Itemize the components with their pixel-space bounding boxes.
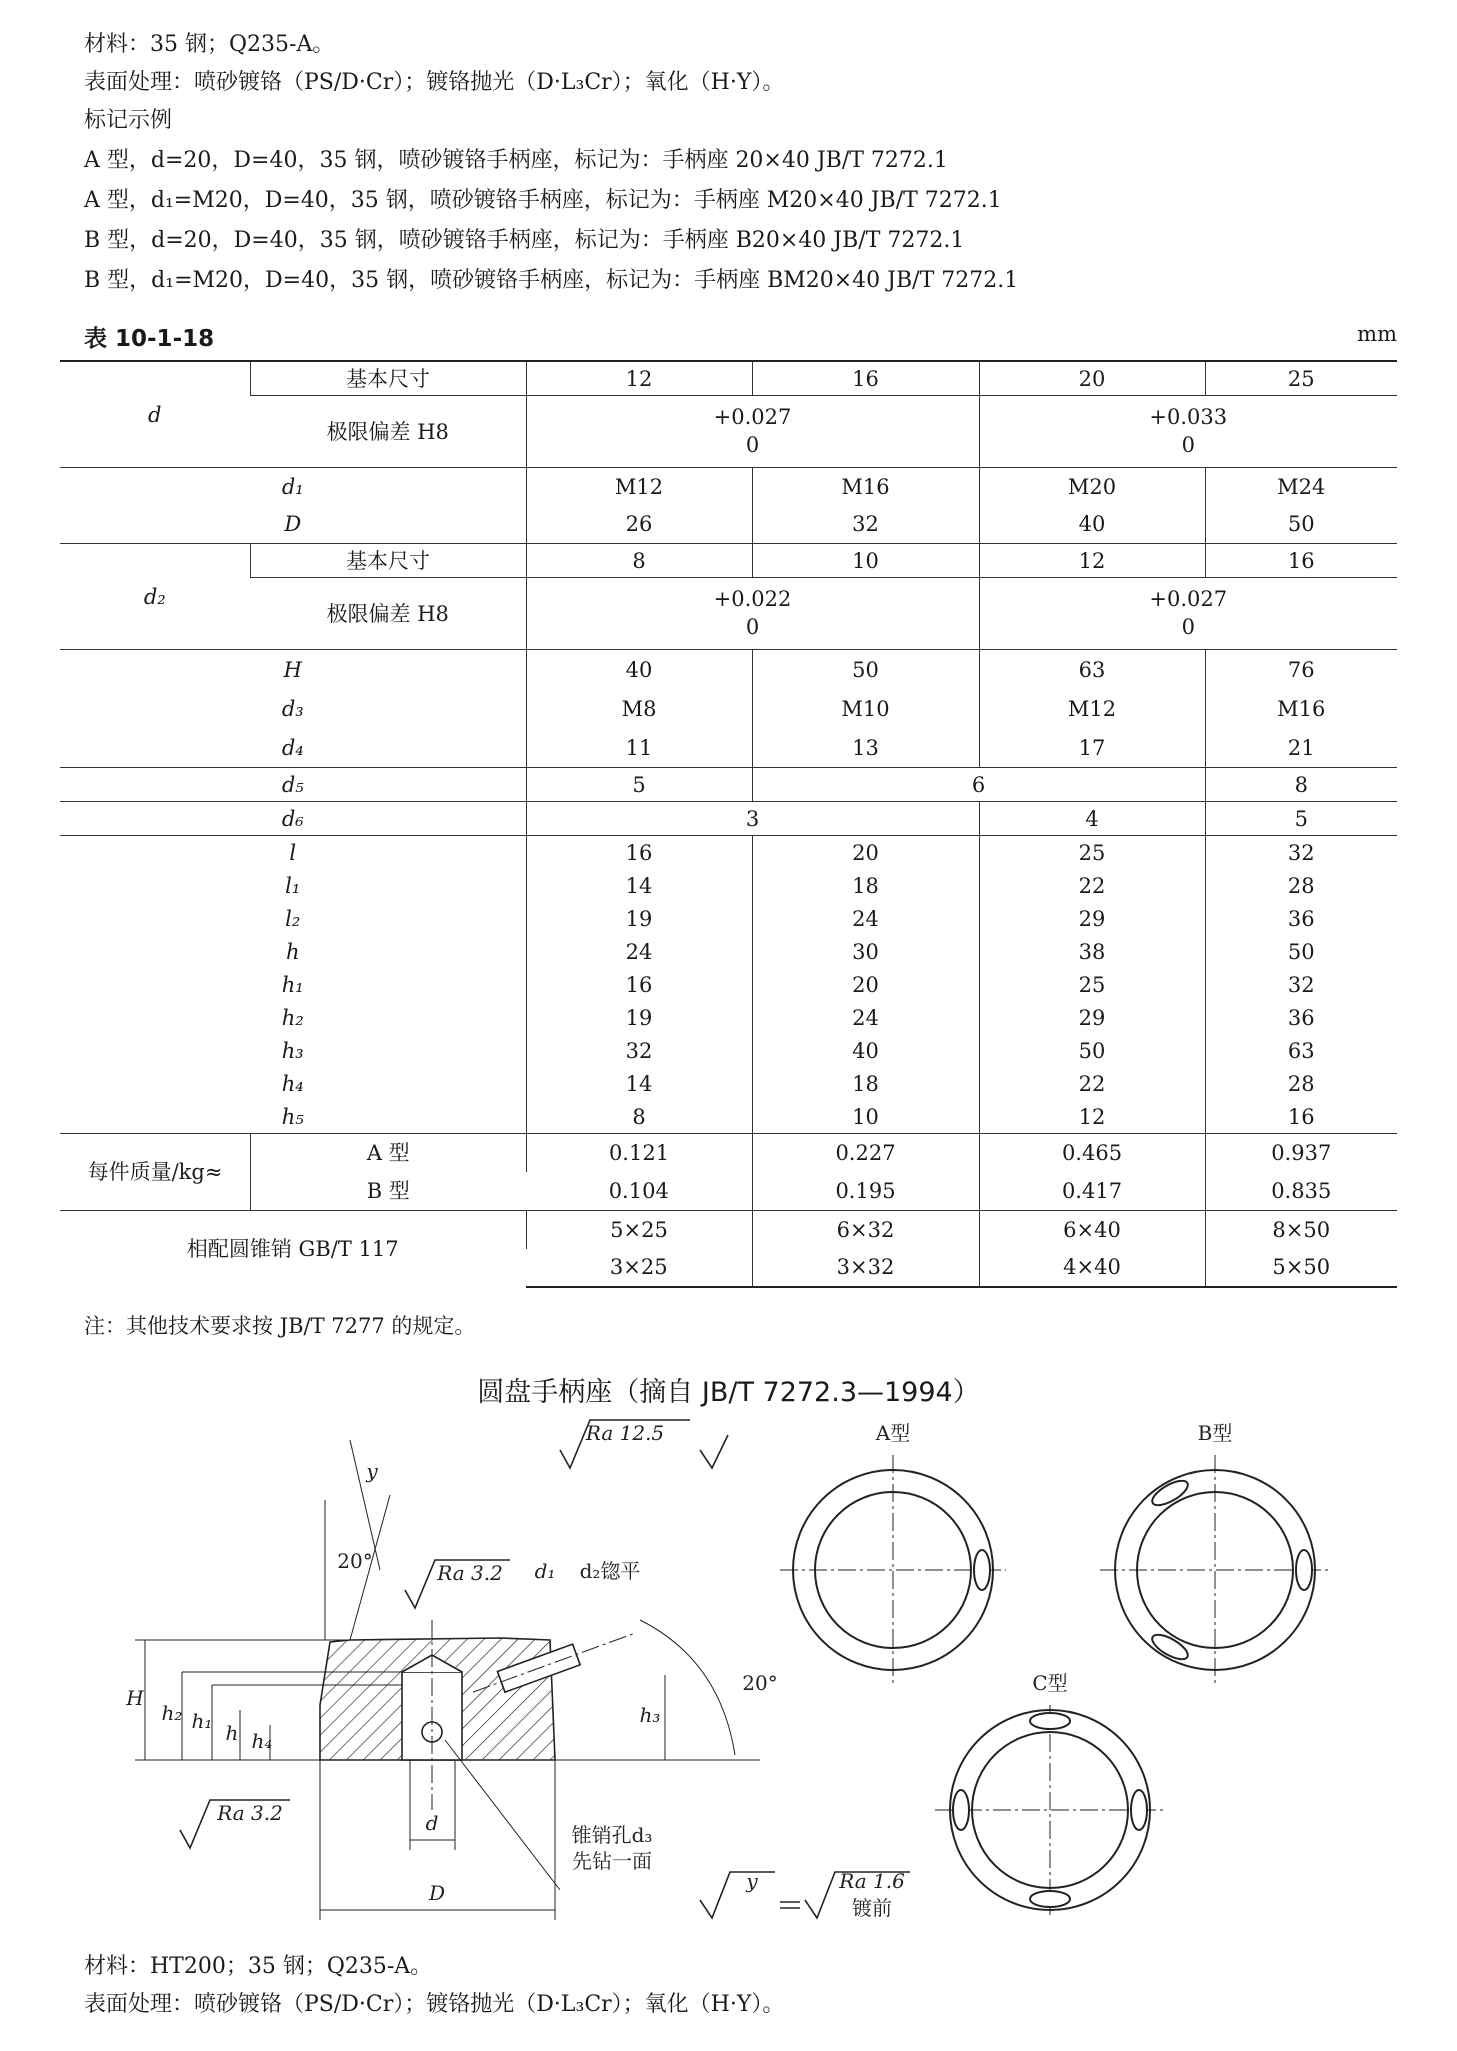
handle-seat-drawing	[0, 1410, 1457, 1930]
row-label: l	[60, 836, 526, 870]
ra-plate-label: Ra 1.6	[839, 1869, 905, 1893]
mass-types	[250, 1134, 526, 1210]
type-c-title: C型	[1032, 1671, 1068, 1695]
type-b-title: B型	[1197, 1421, 1233, 1445]
table-cell: 25	[979, 836, 1205, 870]
table-cell: M10	[752, 690, 979, 729]
table-cell: 16	[1205, 1100, 1397, 1134]
lower-dev: 0	[745, 433, 760, 457]
ra-top-label: Ra 12.5	[585, 1421, 665, 1445]
table-cell: 63	[979, 650, 1205, 690]
table-row	[60, 544, 1397, 578]
table-cell: 40	[752, 1034, 979, 1067]
table-row	[60, 836, 1397, 870]
row-label: H	[60, 650, 526, 690]
table-cell: 40	[979, 506, 1205, 544]
row-sublabel: 极限偏差 H8	[250, 578, 526, 650]
row-label: h₄	[281, 1071, 304, 1096]
table-row	[60, 506, 1397, 544]
row-label: l₁	[285, 873, 301, 898]
row-label: d₅	[60, 768, 526, 802]
table-cell: 32	[526, 1034, 752, 1067]
mass-label-text: 每件质量/kg≈	[87, 1160, 223, 1184]
table-row	[60, 802, 1397, 836]
table-row	[60, 578, 1397, 650]
table-cell: 19	[526, 1001, 752, 1034]
table-cell: 24	[752, 1001, 979, 1034]
table-note: 注：其他技术要求按 JB/T 7277 的规定。	[84, 1314, 476, 1338]
upper-dev: +0.022	[713, 587, 792, 611]
marking-example-3: B 型，d=20，D=40，35 钢，喷砂镀铬手柄座，标记为：手柄座 B20×40 JB/T 7272.1	[84, 228, 965, 253]
table-cell	[979, 578, 1397, 650]
table-cell: 50	[1205, 506, 1397, 544]
row-label: l₂	[285, 906, 301, 931]
table-cell: 6×32	[752, 1211, 979, 1249]
d2-flat-label: d₂锪平	[579, 1559, 641, 1583]
table-cell	[526, 578, 979, 650]
table-cell: 5×50	[1205, 1249, 1397, 1287]
table-cell: 18	[752, 1067, 979, 1100]
dimension-table	[60, 360, 1397, 1288]
table-cell: 25	[979, 968, 1205, 1001]
table-cell: 25	[1205, 361, 1397, 396]
d1-label: d₁	[534, 1559, 556, 1583]
table-cell: M12	[979, 690, 1205, 729]
table-cell: 16	[526, 836, 752, 870]
table-cell: 5	[1205, 802, 1397, 836]
table-cell: M20	[979, 468, 1205, 506]
type-a-title: A型	[875, 1421, 911, 1445]
table-cell: M24	[1205, 468, 1397, 506]
table-cell	[526, 396, 979, 468]
table-cell: 38	[979, 935, 1205, 968]
table-cell: 28	[1205, 869, 1397, 902]
table-cell: M12	[526, 468, 752, 506]
table-cell: 17	[979, 729, 1205, 768]
type-b-ring	[1100, 1455, 1330, 1685]
table-cell: 30	[752, 935, 979, 968]
D-label: D	[428, 1881, 446, 1905]
table-title: 表 10-1-18	[84, 326, 215, 352]
table-row	[60, 396, 1397, 468]
ra-left-label: Ra 3.2	[217, 1801, 283, 1825]
table-cell: 0.937	[1205, 1134, 1397, 1173]
pin-label: 相配圆锥销 GB/T 117	[60, 1211, 526, 1287]
table-cell: 4×40	[979, 1249, 1205, 1287]
table-cell: 16	[526, 968, 752, 1001]
lower-dev: 0	[1181, 615, 1195, 639]
table-row	[60, 729, 1397, 768]
marking-example-1: A 型，d=20，D=40，35 钢，喷砂镀铬手柄座，标记为：手柄座 20×40 JB/T 7272.1	[84, 148, 948, 173]
table-cell: 26	[526, 506, 752, 544]
table-cell: 40	[526, 650, 752, 690]
table-cell: 12	[526, 361, 752, 396]
table-cell: 6	[752, 768, 1205, 802]
row-label: h₁	[281, 972, 304, 997]
table-row	[60, 468, 1397, 506]
type-a-ring	[780, 1455, 1006, 1685]
angle-right: 20°	[742, 1671, 778, 1695]
dims-group	[60, 836, 1397, 1134]
angle-top: 20°	[337, 1549, 373, 1573]
table-cell: M16	[752, 468, 979, 506]
table-cell: M8	[526, 690, 752, 729]
drill-label: 先钻一面	[572, 1849, 652, 1873]
row-label: h₃	[281, 1038, 304, 1063]
d-label: d	[425, 1811, 439, 1835]
table-cell: 76	[1205, 650, 1397, 690]
table-cell: 8×50	[1205, 1211, 1397, 1249]
plate-note: 镀前	[852, 1896, 892, 1920]
table-cell: 0.465	[979, 1134, 1205, 1173]
table-cell: 24	[526, 935, 752, 968]
row-label: h₂	[281, 1005, 304, 1030]
upper-dev: +0.033	[1149, 405, 1228, 429]
table-cell: 5×25	[526, 1211, 752, 1249]
mass-label	[60, 1134, 526, 1211]
table-row	[60, 361, 1397, 396]
table-cell: 10	[752, 1100, 979, 1134]
table-row	[60, 968, 1397, 1001]
H-label: H	[126, 1686, 144, 1710]
table-cell: 14	[526, 1067, 752, 1100]
table-row	[60, 1034, 1397, 1067]
table-cell: 36	[1205, 1001, 1397, 1034]
table-cell: 12	[979, 544, 1205, 578]
h2-label: h₂	[161, 1701, 183, 1725]
table-cell: 16	[752, 361, 979, 396]
section-title: 圆盘手柄座（摘自 JB/T 7272.3—1994）	[477, 1377, 980, 1408]
ra-mid-label: Ra 3.2	[437, 1561, 503, 1585]
row-label: d₂	[60, 544, 250, 650]
table-cell: 0.121	[526, 1134, 752, 1173]
row-label: h	[285, 939, 300, 964]
row-label: d₃	[281, 697, 304, 721]
table-row	[60, 1067, 1397, 1100]
table-cell: 18	[752, 869, 979, 902]
marking-heading: 标记示例	[84, 108, 173, 133]
upper-dev: +0.027	[713, 405, 792, 429]
row-sublabel: 基本尺寸	[250, 544, 526, 578]
table-cell: 24	[752, 902, 979, 935]
table-cell: 36	[1205, 902, 1397, 935]
table-cell: 50	[979, 1034, 1205, 1067]
h4-label: h₄	[251, 1729, 273, 1753]
table-row	[60, 650, 1397, 690]
table-row	[60, 935, 1397, 968]
table-cell: 8	[1205, 768, 1397, 802]
table-cell: 29	[979, 1001, 1205, 1034]
table-cell: M16	[1205, 690, 1397, 729]
table-cell: 8	[526, 1100, 752, 1134]
type-c-ring	[935, 1705, 1165, 1915]
table-cell: 63	[1205, 1034, 1397, 1067]
row-sublabel: 基本尺寸	[250, 361, 526, 396]
table-cell: 11	[526, 729, 752, 768]
table-row	[60, 768, 1397, 802]
y-label: y	[366, 1459, 378, 1483]
table-cell: 22	[979, 869, 1205, 902]
table-cell: 19	[526, 902, 752, 935]
lower-dev: 0	[1181, 433, 1195, 457]
lower-dev: 0	[745, 615, 760, 639]
table-cell	[979, 396, 1397, 468]
table-cell: 20	[752, 968, 979, 1001]
table-cell: 12	[979, 1100, 1205, 1134]
table-cell: 5	[526, 768, 752, 802]
table-cell: 0.835	[1205, 1172, 1397, 1211]
table-row	[60, 1001, 1397, 1034]
table-cell: 14	[526, 869, 752, 902]
table-row	[60, 1100, 1397, 1134]
table-cell: 50	[752, 650, 979, 690]
row-label: d₆	[60, 802, 526, 836]
table-cell: 0.417	[979, 1172, 1205, 1211]
bottom-surface-line: 表面处理：喷砂镀铬（PS/D·Cr）；镀铬抛光（D·L₃Cr）；氧化（H·Y）。	[84, 1992, 785, 2017]
table-cell: 10	[752, 544, 979, 578]
bottom-material-line: 材料：HT200；35 钢；Q235-A。	[84, 1954, 433, 1979]
table-cell: 13	[752, 729, 979, 768]
row-sublabel: 极限偏差 H8	[250, 396, 526, 468]
table-row	[60, 1134, 1397, 1173]
marking-example-2: A 型，d₁=M20，D=40，35 钢，喷砂镀铬手柄座，标记为：手柄座 M20×40 JB/T 7272.1	[84, 188, 1002, 213]
table-cell: 20	[979, 361, 1205, 396]
row-label: d	[60, 361, 250, 468]
material-line: 材料：35 钢；Q235-A。	[84, 32, 335, 57]
table-cell: 0.104	[608, 1179, 669, 1203]
table-cell: 21	[1205, 729, 1397, 768]
table-unit: mm	[1357, 322, 1397, 346]
type-b-label: B 型	[366, 1179, 410, 1203]
table-cell: 3	[526, 802, 979, 836]
table-cell: 22	[979, 1067, 1205, 1100]
table-cell: 50	[1205, 935, 1397, 968]
table-cell: 28	[1205, 1067, 1397, 1100]
upper-dev: +0.027	[1149, 587, 1228, 611]
table-row	[60, 869, 1397, 902]
table-row	[60, 902, 1397, 935]
table-cell: 29	[979, 902, 1205, 935]
table-cell: 3×32	[752, 1249, 979, 1287]
row-label: h₅	[281, 1104, 304, 1129]
y-eq-label: y	[746, 1869, 758, 1893]
h1-label: h₁	[191, 1709, 213, 1733]
table-cell: 6×40	[979, 1211, 1205, 1249]
table-cell: 0.195	[752, 1172, 979, 1211]
pin-hole-label: 锥销孔d₃	[571, 1823, 653, 1847]
row-label: d₁	[60, 468, 526, 506]
table-cell: 32	[752, 506, 979, 544]
table-cell: 4	[979, 802, 1205, 836]
h3-label: h₃	[639, 1703, 661, 1727]
type-a-label: A 型	[366, 1141, 410, 1165]
table-cell: 32	[1205, 836, 1397, 870]
row-label: D	[284, 512, 302, 537]
table-cell: 3×25	[526, 1249, 752, 1287]
h-label: h	[225, 1721, 239, 1745]
marking-example-4: B 型，d₁=M20，D=40，35 钢，喷砂镀铬手柄座，标记为：手柄座 BM20×40 JB/T 7272.1	[84, 268, 1019, 293]
table-cell: 0.227	[752, 1134, 979, 1173]
table-row	[60, 1211, 1397, 1249]
table-cell: 20	[752, 836, 979, 870]
row-label: d₄	[281, 735, 304, 760]
table-cell: 32	[1205, 968, 1397, 1001]
surface-line: 表面处理：喷砂镀铬（PS/D·Cr）；镀铬抛光（D·L₃Cr）；氧化（H·Y）。	[84, 70, 785, 95]
table-cell: 8	[526, 544, 752, 578]
table-row	[60, 690, 1397, 729]
table-cell: 16	[1205, 544, 1397, 578]
